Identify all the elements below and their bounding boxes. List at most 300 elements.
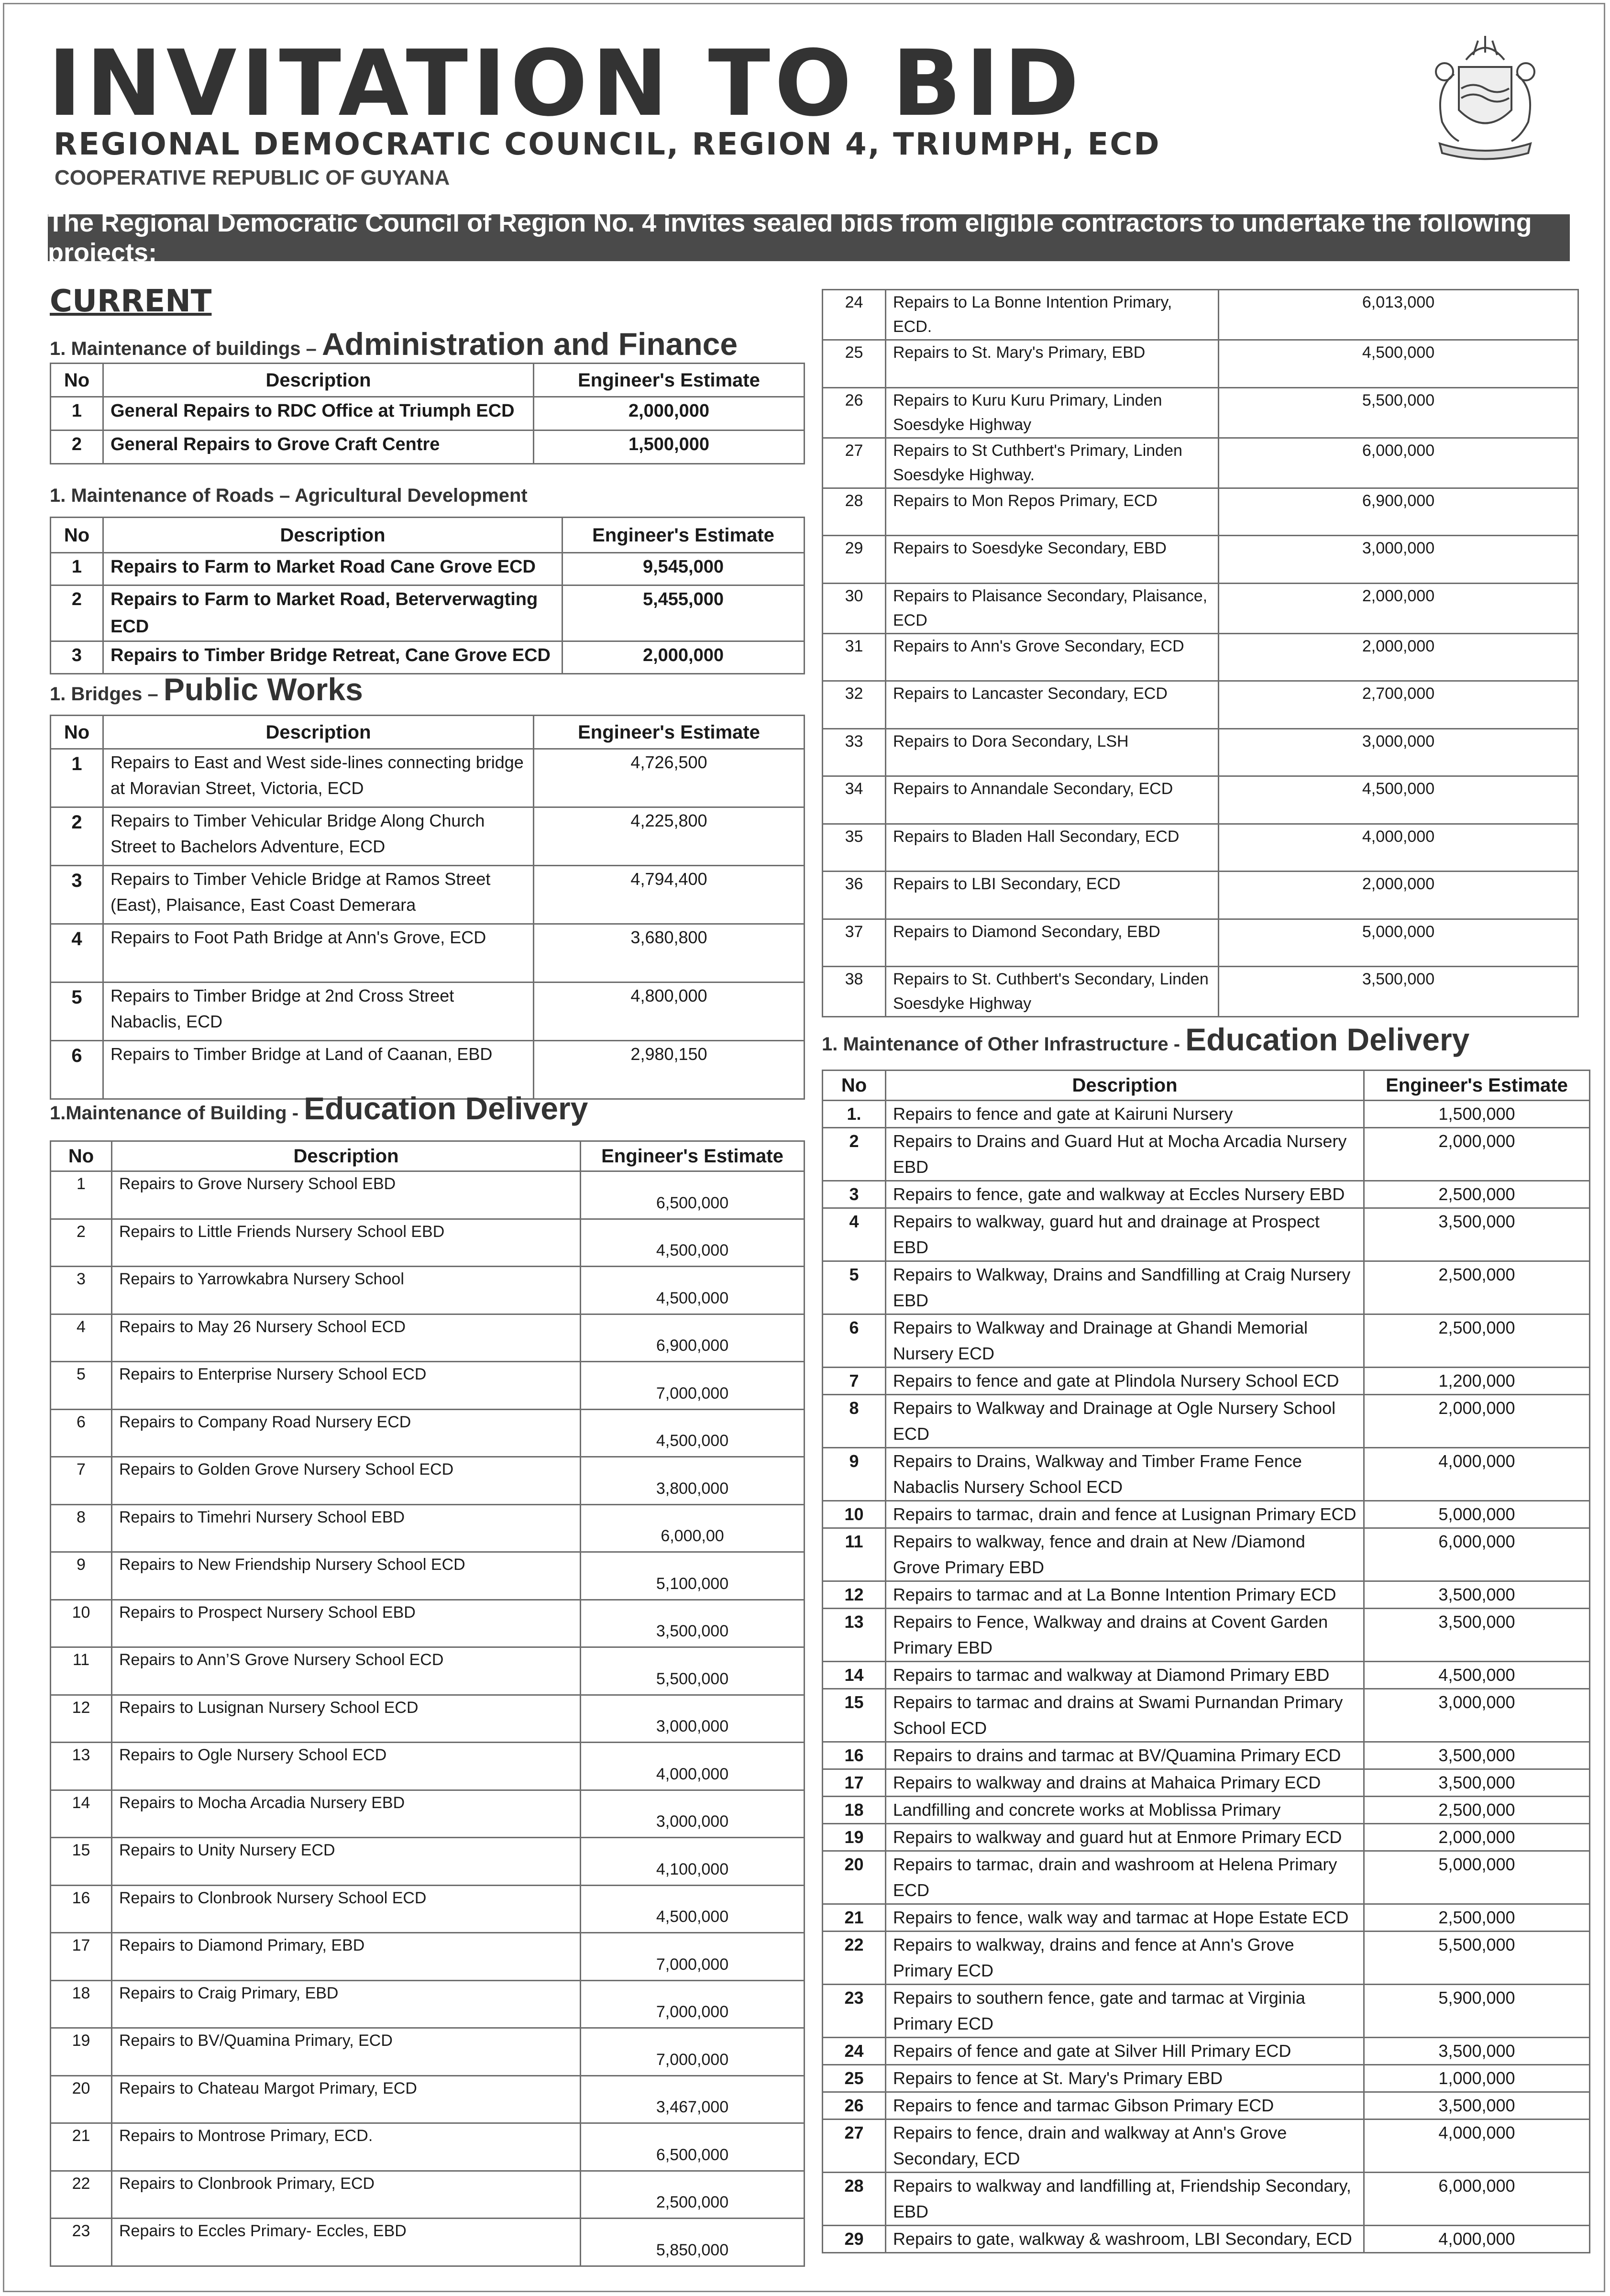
row-number: 3 [51,641,103,674]
table-row [823,1797,1590,1824]
row-number: 32 [823,681,886,729]
table-row [51,1219,805,1267]
row-estimate: 3,000,000 [1219,536,1578,584]
table-row [51,749,805,807]
row-description: Repairs of fence and gate at Silver Hill Primary ECD [886,2038,1364,2065]
row-number: 2 [51,430,103,464]
row-description: Repairs to Enterprise Nursery School ECD [112,1362,581,1410]
row-description: Repairs to Eccles Primary- Eccles, EBD [112,2219,581,2266]
row-number: 12 [823,1581,886,1609]
row-number: 27 [823,2119,886,2173]
admin-heading [50,328,738,360]
row-number: 3 [51,1267,112,1314]
row-description: General Repairs to Grove Craft Centre [103,430,534,464]
row-number: 4 [823,1208,886,1261]
row-estimate: 1,000,000 [1364,2065,1590,2092]
row-description: Repairs to walkway and drains at Mahaica Primary ECD [886,1769,1364,1797]
row-number: 11 [823,1528,886,1581]
row-estimate: 4,100,000 [581,1838,805,1886]
row-estimate: 3,467,000 [581,2075,805,2123]
education-heading-prefix: 1.Maintenance of Building - [50,1103,299,1124]
row-number: 25 [823,2065,886,2092]
row-estimate: 3,500,000 [1364,1581,1590,1609]
row-estimate: 2,700,000 [1219,681,1578,729]
row-estimate: 5,000,000 [1364,1501,1590,1528]
table-row [51,1267,805,1314]
row-number: 18 [823,1797,886,1824]
table-row [823,967,1578,1017]
column-header-estimate: Engineer's Estimate [534,364,805,397]
row-estimate: 3,800,000 [581,1457,805,1505]
row-estimate: 2,000,000 [1219,633,1578,681]
row-number: 5 [51,1362,112,1410]
table-row [823,1581,1590,1609]
row-number: 1 [51,1171,112,1219]
row-estimate: 2,500,000 [1364,1181,1590,1208]
row-description: Repairs to Diamond Secondary, EBD [886,919,1219,967]
row-description: Repairs to Lancaster Secondary, ECD [886,681,1219,729]
education-continued-table [822,289,1579,1017]
row-number: 6 [51,1409,112,1457]
row-estimate: 6,013,000 [1219,290,1578,340]
row-estimate: 5,500,000 [581,1647,805,1695]
table-row [51,1743,805,1790]
row-number: 2 [51,807,103,866]
row-number: 23 [823,1985,886,2038]
row-description: Repairs to Timber Vehicle Bridge at Ramos Street (East), Plaisance, East Coast Demerara [103,866,534,924]
row-estimate: 6,000,000 [1364,1528,1590,1581]
table-row [51,1600,805,1647]
row-estimate: 5,000,000 [1364,1851,1590,1904]
column-header-description: Description [112,1141,581,1171]
table-row [823,1181,1590,1208]
table-row [823,919,1578,967]
row-description: Repairs to LBI Secondary, ECD [886,872,1219,919]
row-description: Repairs to Annandale Secondary, ECD [886,776,1219,824]
other-infra-heading-main: Education Delivery [1185,1022,1470,1057]
row-estimate: 2,000,000 [1364,1824,1590,1851]
row-estimate: 2,500,000 [581,2171,805,2219]
table-row [51,2219,805,2266]
table-row [823,1932,1590,1985]
row-estimate: 4,800,000 [534,982,805,1041]
row-description: Repairs to Timber Bridge Retreat, Cane Grove ECD [103,641,562,674]
row-number: 2 [51,585,103,641]
row-estimate: 6,900,000 [581,1314,805,1362]
table-header-row [51,1141,805,1171]
row-estimate: 3,680,800 [534,924,805,982]
row-description: Repairs to Timber Bridge at Land of Caanan, EBD [103,1041,534,1099]
column-header-no: No [51,716,103,749]
row-estimate: 4,225,800 [534,807,805,866]
table-row [823,387,1578,438]
table-row [823,1742,1590,1769]
row-description: Repairs to fence and gate at Kairuni Nursery [886,1101,1364,1128]
row-description: Repairs to drains and tarmac at BV/Quamina Primary ECD [886,1742,1364,1769]
row-description: Repairs to Grove Nursery School EBD [112,1171,581,1219]
invitation-banner: The Regional Democratic Council of Region No. 4 invites sealed bids from eligible contractors to undertake the following projects: [48,214,1570,261]
row-number: 1 [51,397,103,430]
row-number: 29 [823,536,886,584]
row-description: Repairs to tarmac and drains at Swami Purnandan Primary School ECD [886,1689,1364,1742]
country-name: COOPERATIVE REPUBLIC OF GUYANA [55,166,450,189]
table-row [823,488,1578,536]
column-header-estimate: Engineer's Estimate [534,716,805,749]
roads-heading: 1. Maintenance of Roads – Agricultural Development [50,485,528,506]
row-description: Repairs to Unity Nursery ECD [112,1838,581,1886]
table-row [823,1609,1590,1662]
row-number: 6 [51,1041,103,1099]
row-estimate: 4,500,000 [581,1267,805,1314]
row-estimate: 4,500,000 [581,1409,805,1457]
table-row [51,1457,805,1505]
table-row [823,633,1578,681]
row-description: Repairs to Walkway and Drainage at Ghandi Memorial Nursery ECD [886,1314,1364,1368]
row-estimate: 2,000,000 [562,641,805,674]
bridges-heading [50,673,363,705]
row-description: Repairs to Lusignan Nursery School ECD [112,1695,581,1743]
row-number: 4 [51,1314,112,1362]
table-row [823,2092,1590,2119]
row-estimate: 3,500,000 [581,1600,805,1647]
admin-table [50,363,805,464]
row-estimate: 4,000,000 [1364,1448,1590,1501]
row-description: Repairs to Drains and Guard Hut at Mocha Arcadia Nursery EBD [886,1128,1364,1181]
row-description: Repairs to tarmac, drain and fence at Lusignan Primary ECD [886,1501,1364,1528]
row-number: 5 [823,1261,886,1314]
column-header-no: No [51,364,103,397]
table-row [823,824,1578,872]
table-row [823,2038,1590,2065]
table-row [823,872,1578,919]
row-number: 21 [823,1904,886,1932]
row-estimate: 2,500,000 [1364,1261,1590,1314]
row-estimate: 4,000,000 [581,1743,805,1790]
row-estimate: 7,000,000 [581,2028,805,2076]
row-number: 13 [51,1743,112,1790]
table-row [51,1314,805,1362]
table-row [823,1824,1590,1851]
table-row [823,1128,1590,1181]
admin-heading-main: Administration and Finance [321,326,738,362]
table-row [823,1448,1590,1501]
row-number: 10 [823,1501,886,1528]
table-row [51,2123,805,2171]
row-estimate: 5,900,000 [1364,1985,1590,2038]
row-number: 22 [823,1932,886,1985]
row-number: 16 [51,1885,112,1933]
row-description: General Repairs to RDC Office at Triumph ECD [103,397,534,430]
row-estimate: 2,000,000 [1364,1128,1590,1181]
row-description: Repairs to Plaisance Secondary, Plaisance, ECD [886,583,1219,633]
table-row [51,1695,805,1743]
table-row [823,2119,1590,2173]
row-number: 19 [823,1824,886,1851]
table-row [51,553,805,585]
row-number: 2 [823,1128,886,1181]
row-number: 28 [823,488,886,536]
table-row [51,1885,805,1933]
current-label: CURRENT [50,284,212,319]
row-number: 27 [823,438,886,488]
row-description: Repairs to southern fence, gate and tarmac at Virginia Primary ECD [886,1985,1364,2038]
row-description: Repairs to Farm to Market Road, Beterverwagting ECD [103,585,562,641]
row-description: Repairs to Farm to Market Road Cane Grove ECD [103,553,562,585]
row-description: Repairs to Mon Repos Primary, ECD [886,488,1219,536]
admin-heading-prefix: 1. Maintenance of buildings – [50,338,317,359]
row-number: 7 [51,1457,112,1505]
row-number: 10 [51,1600,112,1647]
row-description: Repairs to Fence, Walkway and drains at Covent Garden Primary EBD [886,1609,1364,1662]
row-description: Repairs to Kuru Kuru Primary, Linden Soesdyke Highway [886,387,1219,438]
row-estimate: 3,000,000 [1364,1689,1590,1742]
table-row [51,2028,805,2076]
table-row [51,1504,805,1552]
row-estimate: 2,000,000 [1364,1395,1590,1448]
row-estimate: 4,726,500 [534,749,805,807]
table-row [51,1647,805,1695]
row-number: 20 [823,1851,886,1904]
table-row [51,1980,805,2028]
row-number: 37 [823,919,886,967]
row-number: 11 [51,1647,112,1695]
education-heading [50,1093,588,1124]
row-description: Repairs to Clonbrook Primary, ECD [112,2171,581,2219]
row-description: Repairs to fence, walk way and tarmac at Hope Estate ECD [886,1904,1364,1932]
table-row [823,729,1578,776]
row-number: 36 [823,872,886,919]
row-estimate: 4,500,000 [1219,340,1578,388]
row-number: 1 [51,553,103,585]
row-number: 21 [51,2123,112,2171]
row-description: Repairs to fence and gate at Plindola Nursery School ECD [886,1368,1364,1395]
row-estimate: 1,500,000 [534,430,805,464]
bridges-heading-prefix: 1. Bridges – [50,684,158,705]
row-description: Repairs to St Cuthbert's Primary, Linden Soesdyke Highway. [886,438,1219,488]
row-estimate: 2,000,000 [1219,583,1578,633]
row-number: 3 [51,866,103,924]
row-estimate: 3,500,000 [1219,967,1578,1017]
row-description: Repairs to fence, drain and walkway at Ann's Grove Secondary, ECD [886,2119,1364,2173]
row-description: Repairs to tarmac, drain and washroom at Helena Primary ECD [886,1851,1364,1904]
table-header-row [51,716,805,749]
row-estimate: 2,500,000 [1364,1797,1590,1824]
row-number: 29 [823,2226,886,2253]
table-row [823,776,1578,824]
row-description: Repairs to tarmac and walkway at Diamond Primary EBD [886,1662,1364,1689]
row-estimate: 3,500,000 [1364,1609,1590,1662]
row-description: Repairs to St. Cuthbert's Secondary, Linden Soesdyke Highway [886,967,1219,1017]
table-row [823,1851,1590,1904]
other-infra-heading [822,1024,1469,1055]
column-header-no: No [51,1141,112,1171]
row-number: 15 [51,1838,112,1886]
row-description: Repairs to New Friendship Nursery School ECD [112,1552,581,1600]
table-row [51,866,805,924]
row-description: Repairs to Clonbrook Nursery School ECD [112,1885,581,1933]
row-number: 24 [823,290,886,340]
row-number: 17 [823,1769,886,1797]
row-estimate: 5,850,000 [581,2219,805,2266]
row-number: 33 [823,729,886,776]
row-estimate: 6,900,000 [1219,488,1578,536]
table-row [51,2171,805,2219]
row-estimate: 3,000,000 [581,1790,805,1838]
row-description: Repairs to fence at St. Mary's Primary EBD [886,2065,1364,2092]
row-description: Repairs to St. Mary's Primary, EBD [886,340,1219,388]
row-number: 23 [51,2219,112,2266]
row-estimate: 5,455,000 [562,585,805,641]
row-number: 16 [823,1742,886,1769]
row-estimate: 4,500,000 [1364,1662,1590,1689]
row-description: Repairs to Little Friends Nursery School EBD [112,1219,581,1267]
table-row [51,2075,805,2123]
row-number: 28 [823,2173,886,2226]
row-number: 15 [823,1689,886,1742]
table-row [51,430,805,464]
table-row [823,2226,1590,2253]
page-title: INVITATION TO BID [48,31,1084,136]
row-number: 30 [823,583,886,633]
table-row [51,1933,805,1981]
table-row [51,1362,805,1410]
row-estimate: 7,000,000 [581,1980,805,2028]
table-row [823,1689,1590,1742]
row-number: 14 [51,1790,112,1838]
other-infra-heading-prefix: 1. Maintenance of Other Infrastructure - [822,1034,1180,1055]
row-description: Repairs to Company Road Nursery ECD [112,1409,581,1457]
row-description: Repairs to BV/Quamina Primary, ECD [112,2028,581,2076]
table-row [823,438,1578,488]
table-row [51,397,805,430]
row-estimate: 1,500,000 [1364,1101,1590,1128]
row-number: 26 [823,2092,886,2119]
column-header-description: Description [103,518,562,553]
column-header-description: Description [103,364,534,397]
row-estimate: 5,500,000 [1364,1932,1590,1985]
row-description: Repairs to Montrose Primary, ECD. [112,2123,581,2171]
row-estimate: 4,000,000 [1364,2119,1590,2173]
row-estimate: 2,980,150 [534,1041,805,1099]
row-number: 8 [51,1504,112,1552]
row-number: 3 [823,1181,886,1208]
table-row [823,536,1578,584]
row-estimate: 5,000,000 [1219,919,1578,967]
row-description: Repairs to Mocha Arcadia Nursery EBD [112,1790,581,1838]
row-number: 31 [823,633,886,681]
row-description: Repairs to Timber Vehicular Bridge Along Church Street to Bachelors Adventure, ECD [103,807,534,866]
row-estimate: 3,500,000 [1364,2038,1590,2065]
row-description: Repairs to gate, walkway & washroom, LBI Secondary, ECD [886,2226,1364,2253]
row-estimate: 6,500,000 [581,1171,805,1219]
row-estimate: 4,000,000 [1219,824,1578,872]
table-row [823,1528,1590,1581]
table-row [823,2065,1590,2092]
row-estimate: 3,500,000 [1364,1208,1590,1261]
column-header-description: Description [103,716,534,749]
row-number: 2 [51,1219,112,1267]
row-estimate: 6,000,00 [581,1504,805,1552]
column-header-no: No [51,518,103,553]
column-header-estimate: Engineer's Estimate [581,1141,805,1171]
table-row [823,1314,1590,1368]
row-description: Repairs to Foot Path Bridge at Ann's Grove, ECD [103,924,534,982]
row-description: Repairs to walkway, guard hut and drainage at Prospect EBD [886,1208,1364,1261]
row-number: 24 [823,2038,886,2065]
row-description: Repairs to Craig Primary, EBD [112,1980,581,2028]
row-description: Landfilling and concrete works at Moblissa Primary [886,1797,1364,1824]
row-estimate: 3,000,000 [1219,729,1578,776]
table-row [823,1501,1590,1528]
row-number: 9 [823,1448,886,1501]
row-description: Repairs to Golden Grove Nursery School ECD [112,1457,581,1505]
row-number: 8 [823,1395,886,1448]
row-number: 1 [51,749,103,807]
row-number: 35 [823,824,886,872]
table-row [51,1409,805,1457]
table-row [51,585,805,641]
table-row [823,1904,1590,1932]
row-description: Repairs to fence and tarmac Gibson Primary ECD [886,2092,1364,2119]
row-description: Repairs to Chateau Margot Primary, ECD [112,2075,581,2123]
row-estimate: 7,000,000 [581,1362,805,1410]
row-number: 9 [51,1552,112,1600]
column-header-estimate: Engineer's Estimate [1364,1071,1590,1101]
row-estimate: 4,500,000 [581,1885,805,1933]
other-infra-table [822,1070,1590,2253]
row-description: Repairs to Walkway, Drains and Sandfilling at Craig Nursery EBD [886,1261,1364,1314]
row-number: 6 [823,1314,886,1368]
table-row [51,924,805,982]
table-row [823,1985,1590,2038]
row-estimate: 2,500,000 [1364,1314,1590,1368]
table-row [51,1790,805,1838]
column-header-description: Description [886,1071,1364,1101]
row-estimate: 4,500,000 [581,1219,805,1267]
row-number: 19 [51,2028,112,2076]
row-number: 34 [823,776,886,824]
council-name: REGIONAL DEMOCRATIC COUNCIL, REGION 4, TRIUMPH, ECD [54,127,1161,162]
table-row [823,290,1578,340]
row-number: 26 [823,387,886,438]
row-description: Repairs to La Bonne Intention Primary, ECD. [886,290,1219,340]
row-estimate: 1,200,000 [1364,1368,1590,1395]
table-row [823,2173,1590,2226]
table-row [823,340,1578,388]
roads-table [50,517,805,674]
table-row [823,681,1578,729]
table-header-row [51,364,805,397]
row-description: Repairs to Ogle Nursery School ECD [112,1743,581,1790]
row-estimate: 6,000,000 [1364,2173,1590,2226]
table-row [51,807,805,866]
row-description: Repairs to Drains, Walkway and Timber Frame Fence Nabaclis Nursery School ECD [886,1448,1364,1501]
row-description: Repairs to East and West side-lines connecting bridge at Moravian Street, Victoria, ECD [103,749,534,807]
guyana-coat-of-arms-icon [1421,26,1550,160]
row-estimate: 6,000,000 [1219,438,1578,488]
table-row [51,982,805,1041]
row-number: 7 [823,1368,886,1395]
row-description: Repairs to Ann’S Grove Nursery School ECD [112,1647,581,1695]
row-estimate: 4,794,400 [534,866,805,924]
row-description: Repairs to Timehri Nursery School EBD [112,1504,581,1552]
row-number: 5 [51,982,103,1041]
row-estimate: 2,000,000 [534,397,805,430]
education-buildings-table [50,1140,805,2267]
table-row [51,1552,805,1600]
row-description: Repairs to Timber Bridge at 2nd Cross Street Nabaclis, ECD [103,982,534,1041]
row-estimate: 6,500,000 [581,2123,805,2171]
